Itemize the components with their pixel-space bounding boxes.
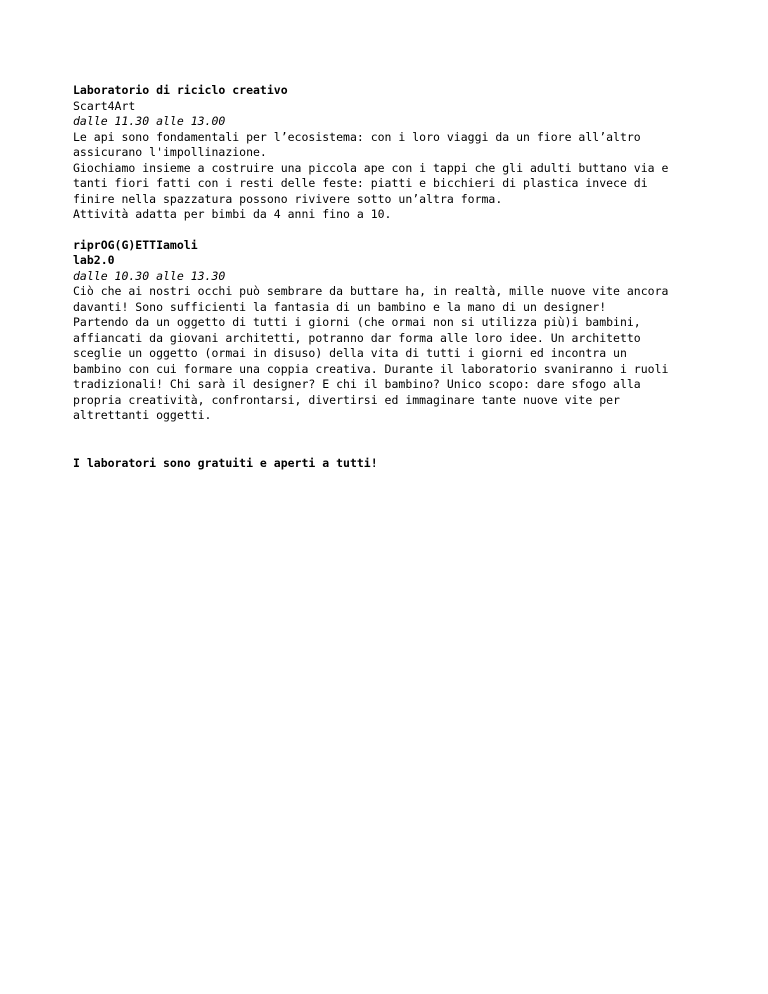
- footer-note: I laboratori sono gratuiti e aperti a tutti!: [73, 455, 378, 470]
- description-line: assicurano l'impollinazione.: [73, 145, 267, 159]
- event-organizer: lab2.0: [73, 253, 115, 267]
- description-line: Giochiamo insieme a costruire una piccola ape con i tappi che gli adulti buttano via e: [73, 160, 669, 175]
- event-time: dalle 11.30 alle 13.00: [73, 114, 226, 128]
- description-line: davanti! Sono sufficienti la fantasia di un bambino e la mano di un designer!: [73, 299, 607, 314]
- description-line: Partendo da un oggetto di tutti i giorni (che ormai non si utilizza più)i bambini,: [73, 315, 641, 329]
- spacer: [73, 424, 713, 456]
- description-line: Attività adatta per bimbi da 4 anni fino a 10.: [73, 207, 392, 221]
- event-title: Laboratorio di riciclo creativo: [73, 83, 288, 97]
- description-line: sceglie un oggetto (ormai in disuso) della vita di tutti i giorni ed incontra un: [73, 346, 627, 360]
- description-line: altrettanti oggetti.: [73, 408, 212, 422]
- description-line: affiancati da giovani architetti, potranno dar forma alle loro idee. Un architetto: [73, 330, 641, 345]
- event-organizer: Scart4Art: [73, 98, 136, 113]
- description-line: finire nella spazzatura possono rivivere sotto un’altra forma.: [73, 191, 503, 206]
- description-line: tanti fiori fatti con i resti delle feste: piatti e bicchieri di plastica invece di: [73, 176, 648, 190]
- event-title: riprOG(G)ETTIamoli: [73, 237, 198, 252]
- description-line: Ciò che ai nostri occhi può sembrare da buttare ha, in realtà, mille nuove vite ancora: [73, 284, 669, 298]
- description-line: tradizionali! Chi sarà il designer? E chi il bambino? Unico scopo: dare sfogo alla: [73, 377, 641, 391]
- event-time: dalle 10.30 alle 13.30: [73, 268, 226, 283]
- description-line: propria creatività, confrontarsi, divertirsi ed immaginare tante nuove vite per: [73, 392, 620, 407]
- event-scart4art: [73, 83, 713, 223]
- event-riprogettiamoli: [73, 238, 713, 424]
- document-page: [73, 83, 713, 471]
- spacer: [73, 223, 713, 238]
- description-line: Le api sono fondamentali per l’ecosistema: con i loro viaggi da un fiore all’altro: [73, 129, 641, 144]
- description-line: bambino con cui formare una coppia creativa. Durante il laboratorio svaniranno i ruoli: [73, 361, 669, 376]
